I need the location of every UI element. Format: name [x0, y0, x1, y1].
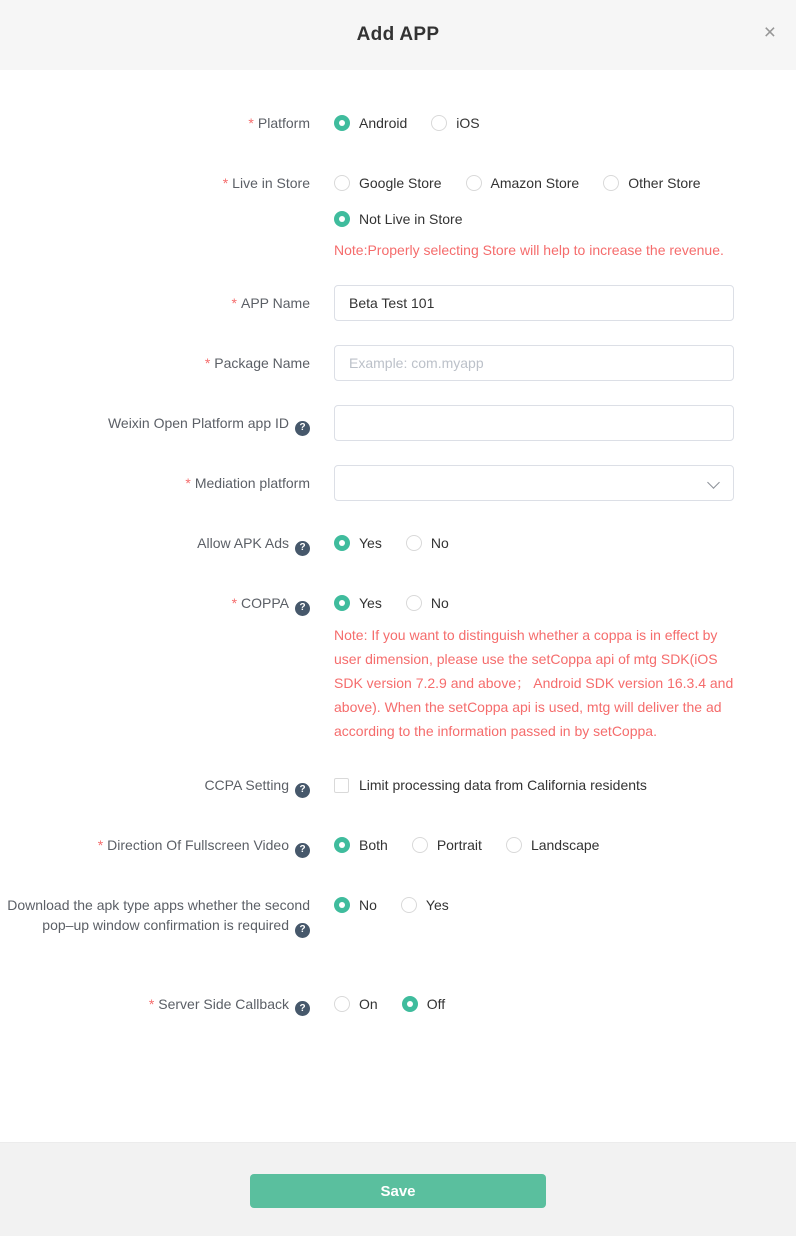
live-in-store-label-text: Live in Store: [232, 175, 310, 191]
radio-not-live-in-store-label[interactable]: Not Live in Store: [359, 211, 463, 227]
required-asterisk: *: [231, 595, 238, 611]
radio-direction-both-label[interactable]: Both: [359, 837, 388, 853]
radio-unchecked-icon[interactable]: [406, 595, 422, 611]
form-row-allow-apk-ads: [0, 525, 796, 561]
app-name-label-text: APP Name: [241, 295, 310, 311]
help-icon[interactable]: ?: [295, 923, 310, 938]
live-in-store-label: [0, 165, 310, 201]
radio-checked-icon[interactable]: [334, 897, 350, 913]
form-row-app-name: [0, 285, 796, 321]
required-asterisk: *: [148, 995, 155, 1012]
radio-direction-landscape-label[interactable]: Landscape: [530, 837, 600, 853]
dialog-title: Add APP: [356, 24, 440, 45]
package-name-input[interactable]: [334, 345, 734, 381]
chevron-down-icon: [707, 476, 720, 489]
ccpa-label-text: CCPA Setting: [204, 777, 289, 793]
radio-allow-apk-ads-no-label[interactable]: No: [430, 535, 449, 551]
checkbox-unchecked-icon[interactable]: [334, 778, 349, 793]
radio-callback-off[interactable]: [402, 996, 445, 1012]
ccpa-checkbox-option[interactable]: [334, 777, 647, 793]
radio-coppa-yes-label[interactable]: Yes: [359, 595, 382, 611]
form-row-fullscreen-direction: [0, 827, 796, 863]
coppa-label-text: COPPA: [241, 595, 289, 611]
radio-apk-confirm-yes-label[interactable]: Yes: [425, 897, 449, 913]
weixin-app-id-input[interactable]: [334, 405, 734, 441]
allow-apk-ads-label-text: Allow APK Ads: [197, 535, 289, 551]
help-icon[interactable]: ?: [295, 843, 310, 858]
radio-platform-android-label[interactable]: Android: [359, 115, 408, 131]
fullscreen-direction-label: [0, 827, 310, 863]
dialog-header: [0, 0, 796, 70]
radio-checked-icon[interactable]: [334, 595, 350, 611]
server-side-callback-label: [0, 986, 310, 1022]
radio-not-live-in-store[interactable]: [334, 211, 463, 227]
radio-direction-landscape[interactable]: [506, 837, 600, 853]
radio-unchecked-icon[interactable]: [334, 175, 350, 191]
radio-unchecked-icon[interactable]: [406, 535, 422, 551]
radio-checked-icon[interactable]: [334, 535, 350, 551]
required-asterisk: *: [185, 475, 191, 491]
mediation-platform-label: [0, 465, 310, 501]
radio-platform-android[interactable]: [334, 115, 407, 131]
required-asterisk: *: [204, 355, 211, 371]
server-side-callback-label-text: Server Side Callback: [158, 995, 289, 1012]
form-row-mediation-platform: [0, 465, 796, 501]
radio-apk-confirm-no-label[interactable]: No: [359, 897, 377, 913]
radio-unchecked-icon[interactable]: [412, 837, 428, 853]
coppa-note: Note: If you want to distinguish whether a coppa is in effect by user dimension, please use the setCoppa api of mtg SDK(iOS SDK version 7.2.9 and above； Android SDK version 16.3.4 and above). When the setCoppa api is used, mtg will deliver the ad according to the information passed in by setCoppa.: [334, 627, 734, 739]
help-icon[interactable]: ?: [295, 783, 310, 798]
form-row-apk-download-confirm: [0, 887, 796, 938]
form-row-ccpa: [0, 767, 796, 803]
dialog-footer: [0, 1142, 796, 1236]
radio-unchecked-icon[interactable]: [431, 115, 447, 131]
ccpa-label: [0, 767, 310, 803]
radio-unchecked-icon[interactable]: [401, 897, 417, 913]
radio-unchecked-icon[interactable]: [334, 996, 350, 1012]
form-row-package-name: [0, 345, 796, 381]
fullscreen-direction-label-text: Direction Of Fullscreen Video: [107, 837, 289, 853]
radio-checked-icon[interactable]: [334, 115, 350, 131]
radio-unchecked-icon[interactable]: [466, 175, 482, 191]
help-icon[interactable]: ?: [295, 1001, 310, 1016]
required-asterisk: *: [231, 295, 237, 311]
radio-callback-on-label[interactable]: On: [359, 995, 378, 1012]
package-name-label-text: Package Name: [214, 355, 310, 371]
form-row-live-in-store: [0, 165, 796, 261]
radio-apk-confirm-yes[interactable]: [401, 897, 449, 913]
allow-apk-ads-label: [0, 525, 310, 561]
help-icon[interactable]: ?: [295, 421, 310, 436]
radio-direction-both[interactable]: [334, 837, 388, 853]
save-button[interactable]: Save: [250, 1174, 546, 1208]
mediation-platform-select[interactable]: [334, 465, 734, 501]
radio-checked-icon[interactable]: [334, 837, 350, 853]
radio-google-store[interactable]: [334, 175, 442, 191]
platform-label: [0, 105, 310, 141]
coppa-label: [0, 585, 310, 621]
radio-coppa-yes[interactable]: [334, 595, 382, 611]
radio-unchecked-icon[interactable]: [603, 175, 619, 191]
form-row-coppa: [0, 585, 796, 743]
radio-amazon-store[interactable]: [466, 175, 580, 191]
radio-platform-ios-label[interactable]: iOS: [456, 115, 480, 131]
radio-checked-icon[interactable]: [334, 211, 350, 227]
mediation-platform-label-text: Mediation platform: [194, 475, 310, 491]
radio-checked-icon[interactable]: [402, 996, 418, 1012]
form-row-platform: [0, 105, 796, 141]
app-name-label: [0, 285, 310, 321]
ccpa-checkbox-label[interactable]: Limit processing data from California residents: [359, 777, 647, 793]
app-name-input[interactable]: [334, 285, 734, 321]
radio-callback-off-label[interactable]: Off: [426, 995, 446, 1012]
form-row-server-side-callback: [0, 986, 796, 1022]
radio-allow-apk-ads-yes[interactable]: [334, 535, 382, 551]
radio-coppa-no[interactable]: [406, 595, 449, 611]
required-asterisk: *: [248, 115, 254, 131]
help-icon[interactable]: ?: [295, 541, 310, 556]
live-in-store-note: Note:Properly selecting Store will help to increase the revenue.: [334, 242, 724, 258]
radio-direction-portrait-label[interactable]: Portrait: [436, 837, 482, 853]
required-asterisk: *: [222, 175, 229, 191]
radio-callback-on[interactable]: [334, 996, 378, 1012]
weixin-app-id-label: [0, 405, 310, 441]
radio-platform-ios[interactable]: [431, 115, 479, 131]
radio-coppa-no-label[interactable]: No: [430, 595, 449, 611]
radio-apk-confirm-no[interactable]: [334, 897, 377, 913]
platform-label-text: Platform: [257, 115, 310, 131]
package-name-label: [0, 345, 310, 381]
apk-download-confirm-label-text: Download the apk type apps whether the second pop–up window confirmation is required: [7, 897, 310, 933]
weixin-app-id-label-text: Weixin Open Platform app ID: [107, 415, 289, 431]
radio-direction-portrait[interactable]: [412, 837, 482, 853]
radio-unchecked-icon[interactable]: [506, 837, 522, 853]
close-icon[interactable]: ×: [760, 18, 780, 47]
help-icon[interactable]: ?: [295, 601, 310, 616]
apk-download-confirm-label: [0, 887, 310, 938]
radio-other-store[interactable]: [603, 175, 700, 191]
radio-other-store-label[interactable]: Other Store: [628, 175, 701, 191]
required-asterisk: *: [97, 837, 104, 853]
dialog-body: [0, 70, 796, 1142]
radio-allow-apk-ads-no[interactable]: [406, 535, 449, 551]
form-row-weixin-app-id: [0, 405, 796, 441]
radio-allow-apk-ads-yes-label[interactable]: Yes: [359, 535, 382, 551]
radio-google-store-label[interactable]: Google Store: [359, 175, 442, 191]
radio-amazon-store-label[interactable]: Amazon Store: [490, 175, 580, 191]
